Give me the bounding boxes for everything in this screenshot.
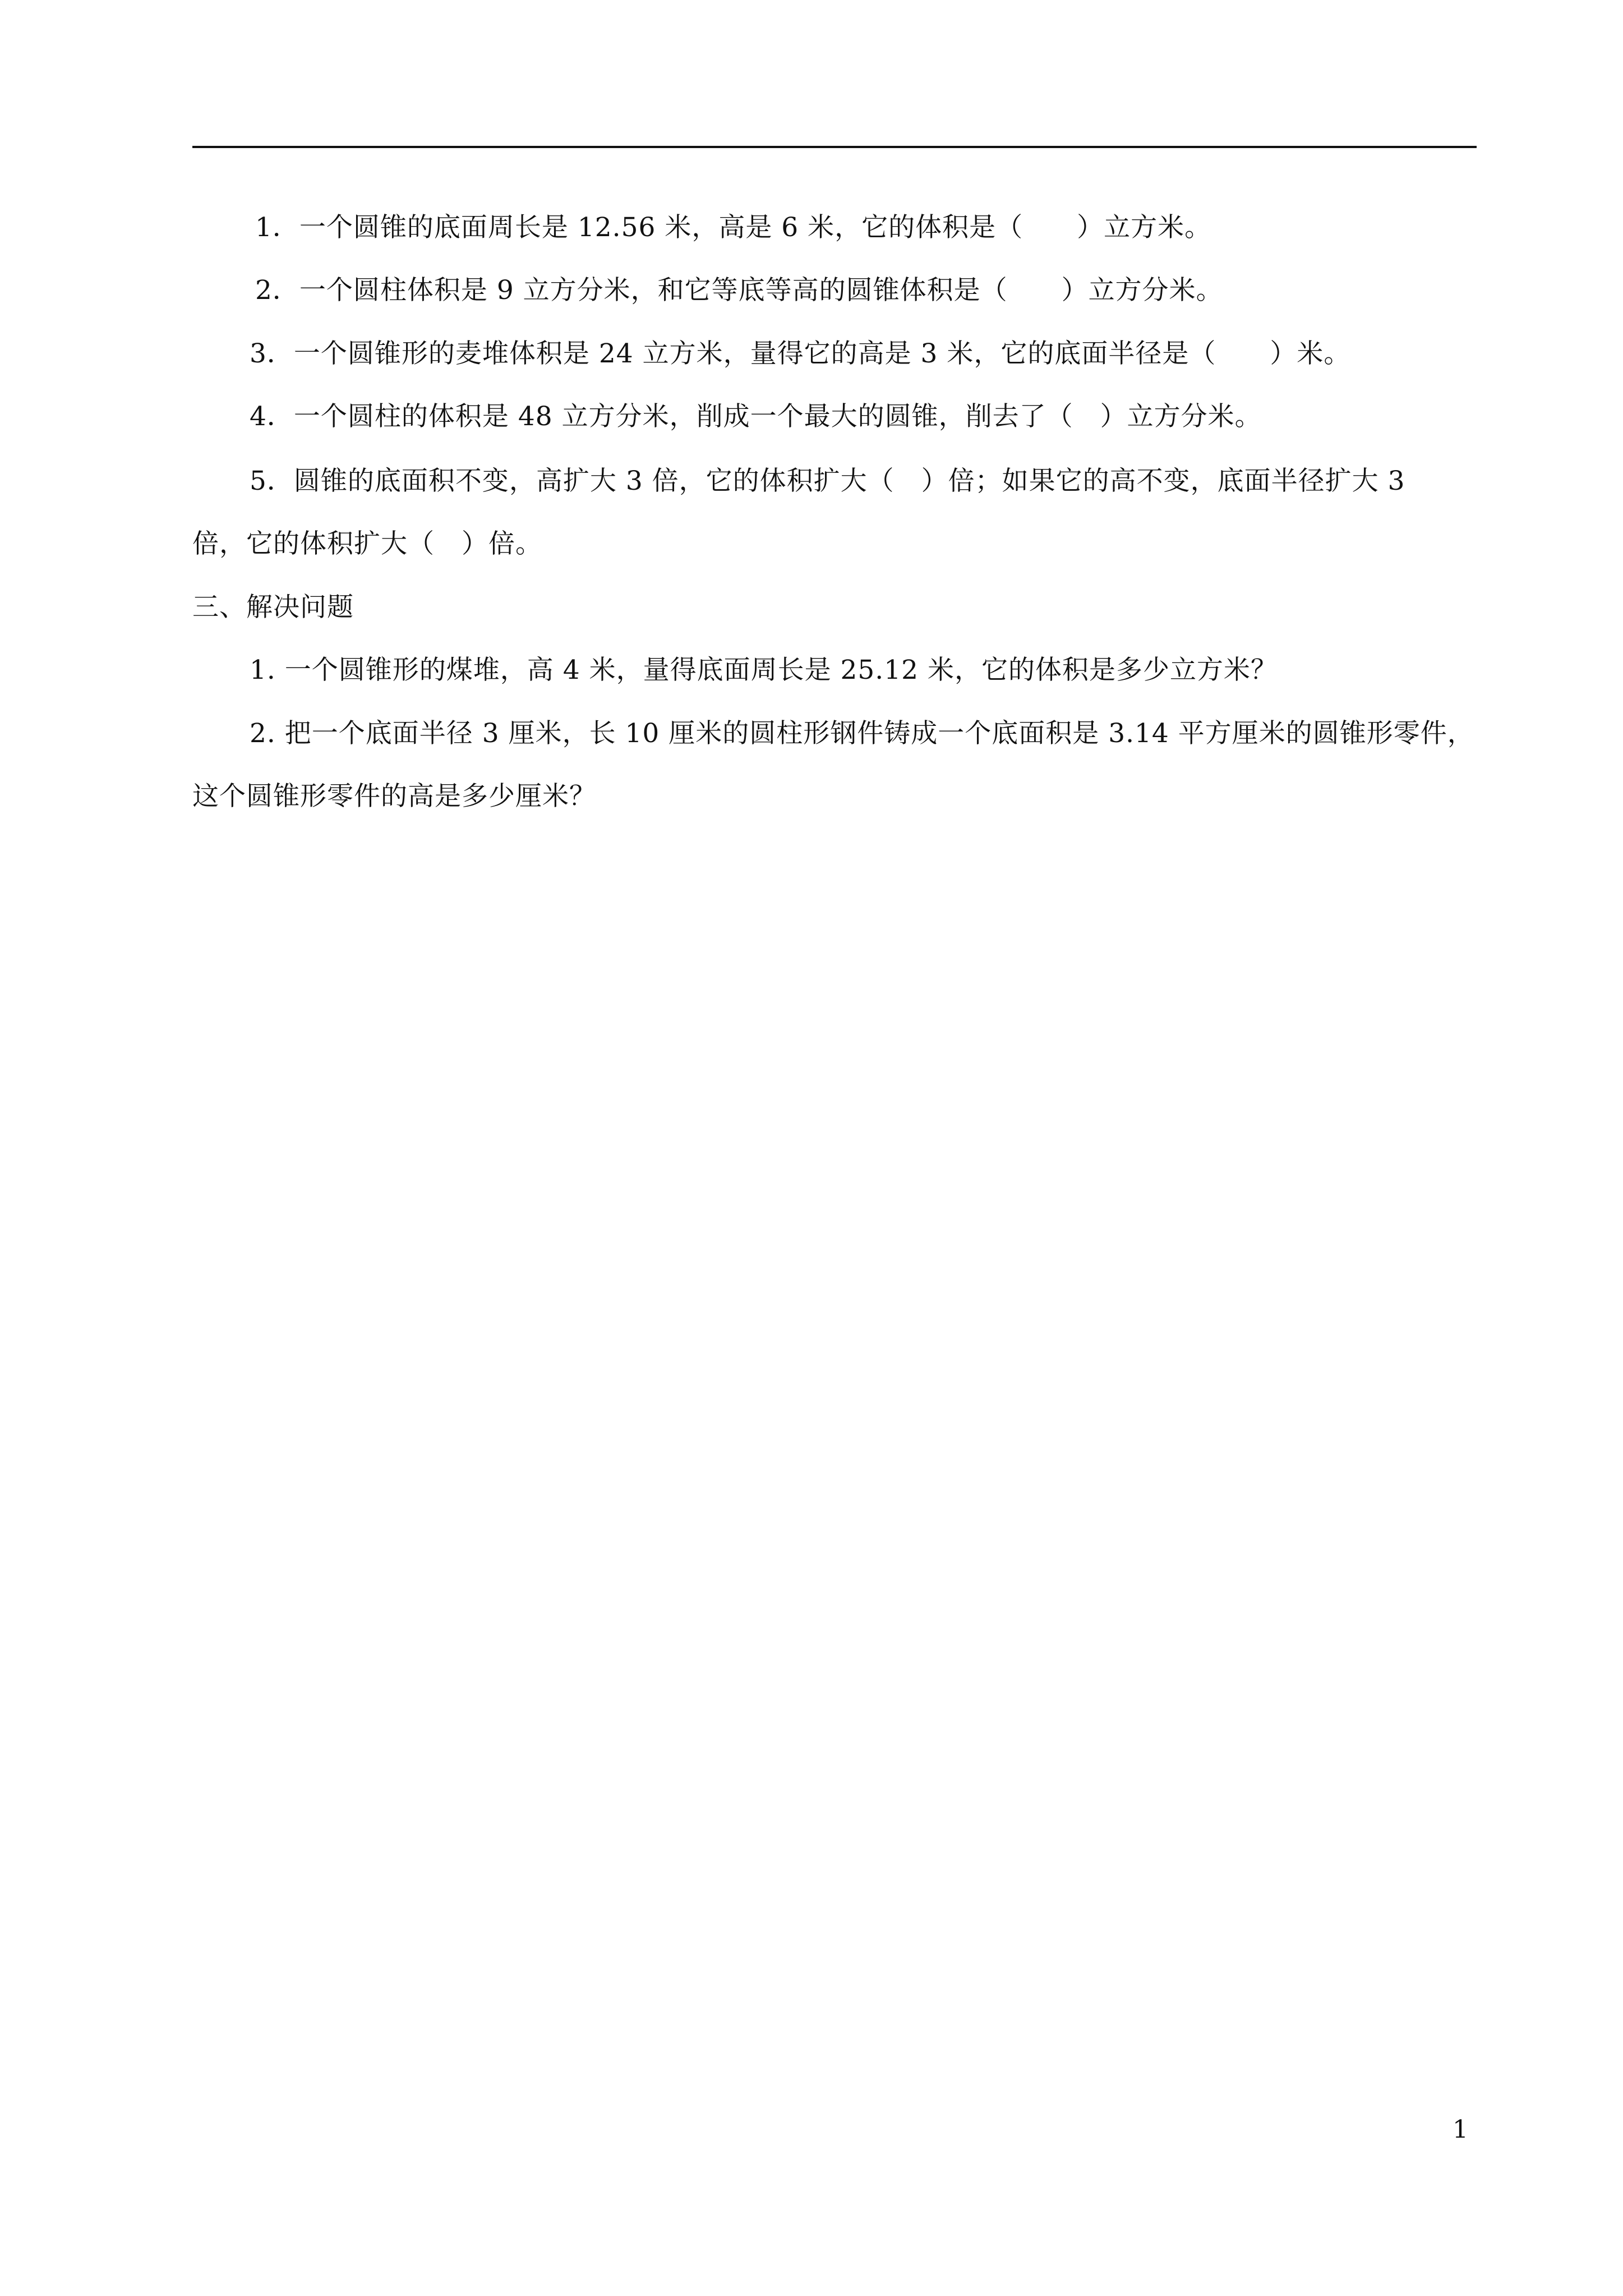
header-rule [192,146,1477,148]
problem-question-2-line-1: 2. 把一个底面半径 3 厘米，长 10 厘米的圆柱形钢件铸成一个底面积是 3.14 平方厘米的圆锥形零件， [250,718,1474,749]
fill-in-question-1: 1．一个圆锥的底面周长是 12.56 米，高是 6 米，它的体积是（ ）立方米。 [255,212,1212,243]
problem-question-1: 1. 一个圆锥形的煤堆，高 4 米，量得底面周长是 25.12 米，它的体积是多少立方米？ [250,655,1278,685]
fill-in-question-2: 2．一个圆柱体积是 9 立方分米，和它等底等高的圆锥体积是（ ）立方分米。 [255,275,1223,306]
problem-question-2-line-2: 这个圆锥形零件的高是多少厘米？ [192,781,596,812]
fill-in-question-5-line-1: 5．圆锥的底面积不变，高扩大 3 倍，它的体积扩大（ ）倍；如果它的高不变，底面半径扩大 3 [250,466,1405,496]
fill-in-question-4: 4．一个圆柱的体积是 48 立方分米，削成一个最大的圆锥，削去了（ ）立方分米。 [250,401,1262,432]
page-number: 1 [1453,2115,1468,2144]
section-3-heading: 三、解决问题 [192,592,354,623]
fill-in-question-5-line-2: 倍，它的体积扩大（ ）倍。 [192,528,542,559]
fill-in-question-3: 3．一个圆锥形的麦堆体积是 24 立方米，量得它的高是 3 米，它的底面半径是（ ）米。 [250,338,1351,369]
